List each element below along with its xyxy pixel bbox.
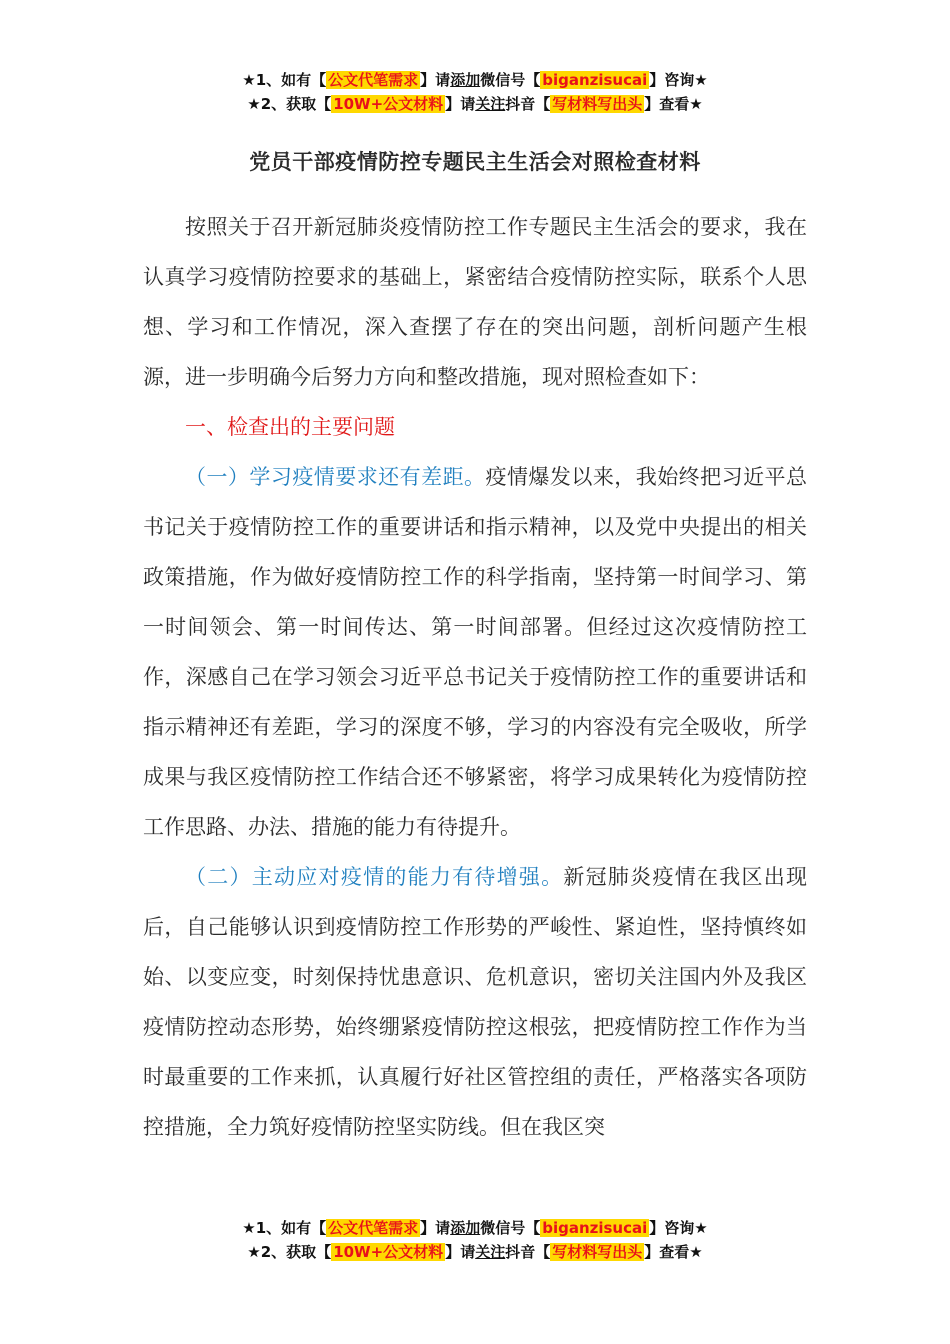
item-2-text: 新冠肺炎疫情在我区出现后，自己能够认识到疫情防控工作形势的严峻性、紧迫性，坚持慎终如始、以变应变，时刻保持忧患意识、危机意识，密切关注国内外及我区疫情防控动态形势，始终绷紧疫情防控这根弦，把疫情防控工作作为当时最重要的工作来抓，认真履行好社区管控组的责任，严格落实各项防控措施，全力筑好疫情防控坚实防线。但在我区突 [143, 865, 807, 1139]
banner-text: 】请 [445, 1243, 476, 1261]
banner-highlight: biganzisucai [542, 71, 648, 89]
banner-underlined: 关注 [475, 95, 506, 113]
item-1-paragraph [143, 452, 807, 852]
banner-text: 】请 [420, 71, 451, 89]
banner-line-1 [0, 1216, 950, 1240]
banner-text: 抖音【 [505, 1243, 551, 1261]
banner-text: 】请 [445, 95, 476, 113]
banner-text: ★1、如有【 [242, 1219, 327, 1237]
item-2-heading: （二）主动应对疫情的能力有待增强。 [185, 865, 564, 889]
banner-highlight: biganzisucai [542, 1219, 648, 1237]
section-heading: 一、检查出的主要问题 [185, 415, 395, 439]
banner-text: 抖音【 [505, 95, 551, 113]
banner-text: 】请 [420, 1219, 451, 1237]
document-body [143, 202, 807, 1152]
banner-text: 】咨询★ [649, 71, 708, 89]
banner-highlight: 公文代笔需求 [328, 71, 419, 89]
banner-text: 微信号【 [480, 1219, 541, 1237]
banner-line-1 [0, 68, 950, 92]
banner-text: 】查看★ [644, 95, 703, 113]
header-banner [0, 68, 950, 116]
banner-underlined: 关注 [475, 1243, 506, 1261]
banner-text: 】查看★ [644, 1243, 703, 1261]
item-1-text: 疫情爆发以来，我始终把习近平总书记关于疫情防控工作的重要讲话和指示精神，以及党中央提出的相关政策措施，作为做好疫情防控工作的科学指南，坚持第一时间学习、第一时间领会、第一时间传达、第一时间部署。但经过这次疫情防控工作，深感自己在学习领会习近平总书记关于疫情防控工作的重要讲话和指示精神还有差距，学习的深度不够，学习的内容没有完全吸收，所学成果与我区疫情防控工作结合还不够紧密，将学习成果转化为疫情防控工作思路、办法、措施的能力有待提升。 [143, 465, 807, 839]
footer-banner [0, 1216, 950, 1264]
banner-highlight: 10W+公文材料 [333, 1243, 444, 1261]
banner-text: ★2、获取【 [247, 95, 332, 113]
banner-highlight: 10W+公文材料 [333, 95, 444, 113]
banner-highlight: 写材料写出头 [552, 95, 643, 113]
banner-text: 】咨询★ [649, 1219, 708, 1237]
item-2-paragraph [143, 852, 807, 1152]
banner-text: ★1、如有【 [242, 71, 327, 89]
banner-highlight: 公文代笔需求 [328, 1219, 419, 1237]
banner-line-2 [0, 92, 950, 116]
banner-underlined: 添加 [450, 1219, 481, 1237]
banner-highlight: 写材料写出头 [552, 1243, 643, 1261]
banner-line-2 [0, 1240, 950, 1264]
item-1-heading: （一）学习疫情要求还有差距。 [185, 465, 486, 489]
banner-text: ★2、获取【 [247, 1243, 332, 1261]
intro-paragraph: 按照关于召开新冠肺炎疫情防控工作专题民主生活会的要求，我在认真学习疫情防控要求的基础上，紧密结合疫情防控实际，联系个人思想、学习和工作情况，深入查摆了存在的突出问题，剖析问题产生根源，进一步明确今后努力方向和整改措施，现对照检查如下： [143, 215, 807, 389]
banner-underlined: 添加 [450, 71, 481, 89]
banner-text: 微信号【 [480, 71, 541, 89]
document-title: 党员干部疫情防控专题民主生活会对照检查材料 [249, 150, 701, 174]
